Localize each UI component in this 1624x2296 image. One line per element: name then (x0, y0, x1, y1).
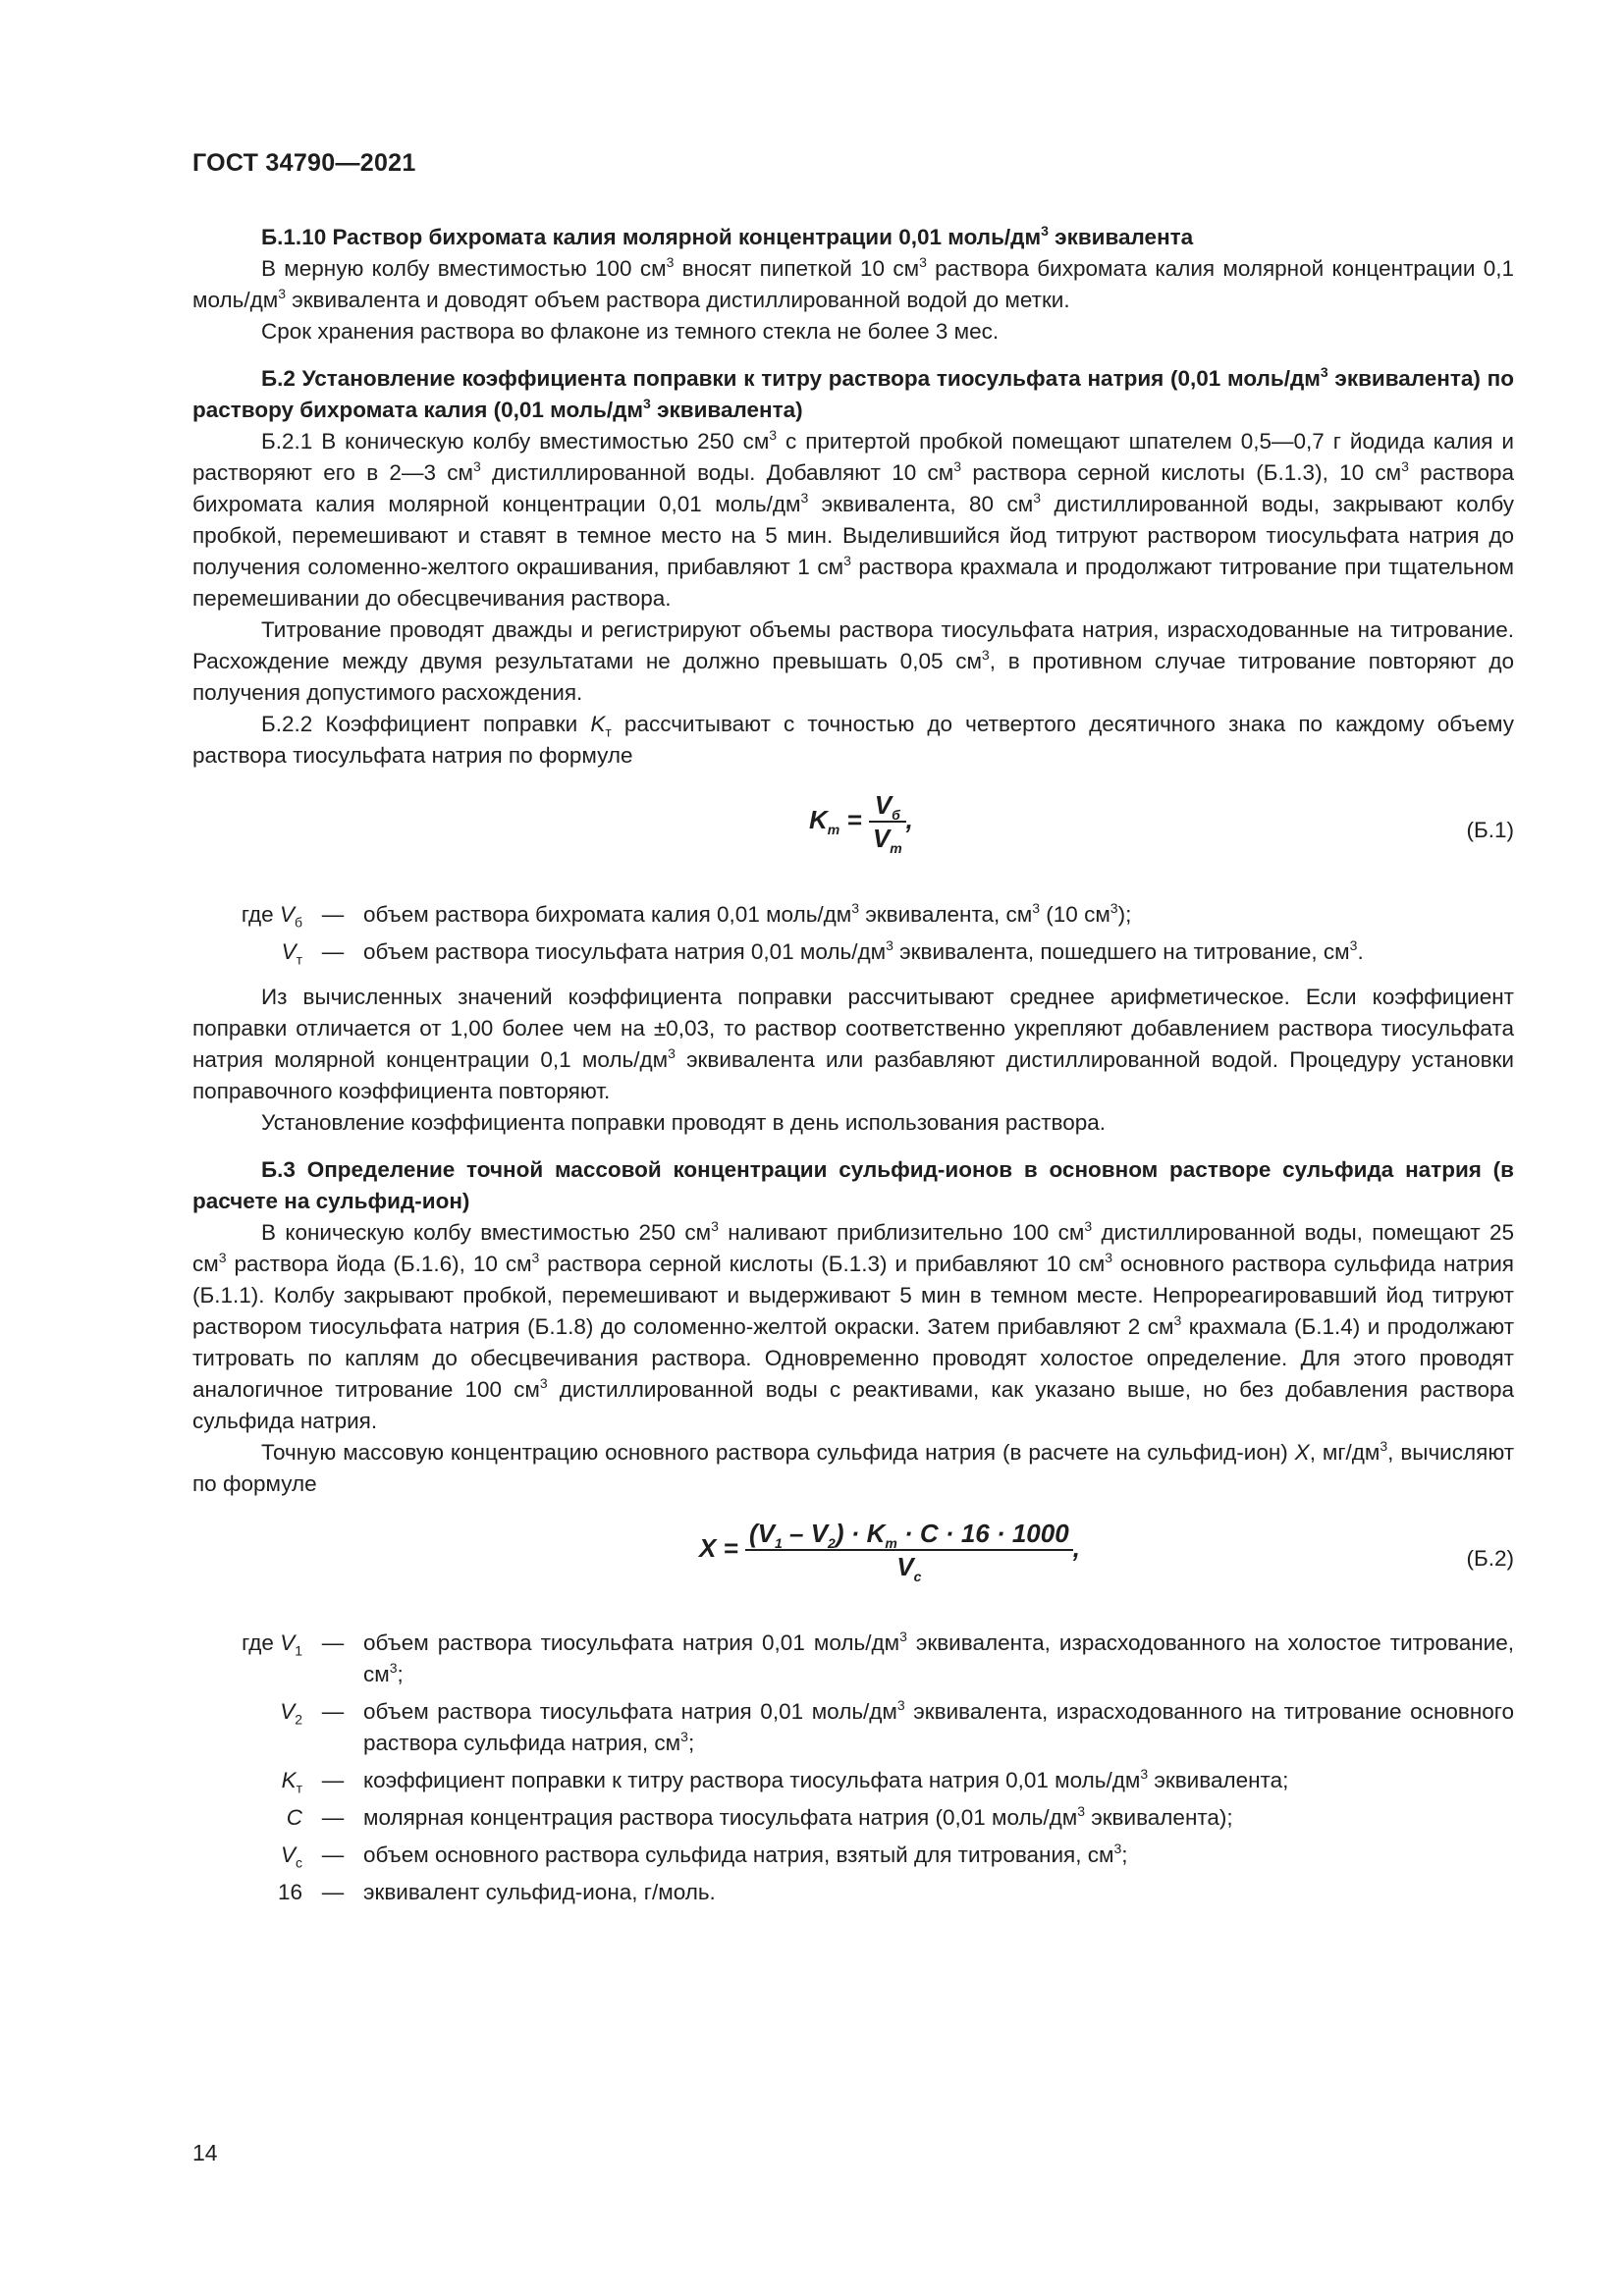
page-number: 14 (192, 2140, 218, 2165)
definition-row: $V_т$ — объем раствора тиосульфата натрия 0,01 моль/$дм^3$ эквивалента, пошедшего на титрование, $см^3$. (281, 936, 1364, 968)
paragraph-b22-day: Установление коэффициента поправки проводят в день использования раствора. (261, 1110, 1107, 1135)
paragraph-b110-2: Срок хранения раствора во флаконе из темного стекла не более 3 мес. (261, 319, 1000, 344)
heading-b110: Б.1.10 Раствор бихромата калия молярной концентрации 0,01 моль/$дм^3$ эквивалента (261, 222, 1194, 249)
paragraph-b110-1: В мерную колбу вместимостью 100 $см^3$ вносят пипеткой 10 $см^3$ раствора бихромата калия молярной концентрации 0,1 моль/$дм^3$ эквивалента и доводят объем раствора дистиллированной водой до метки. (192, 253, 1514, 312)
formula-b2-expression: X = $\frac{(V_1 - V_2) \cdot K_т \cdot C \cdot 16 \cdot 1000}{V_с}$ , (699, 1519, 1080, 1585)
definition-row: где $V_б$ — объем раствора бихромата калия 0,01 моль/$дм^3$ эквивалента, $см^3$ (10 $см^3$); (241, 899, 1132, 931)
heading-b3: Б.3 Определение точной массовой концентрации сульфид-ионов в основном растворе сульфида натрия (в расчете на сульфид-ион) (192, 1157, 1514, 1213)
formula-b2 (192, 1518, 1514, 1608)
definition-row: $K_т$ — коэффициент поправки к титру раствора тиосульфата натрия 0,01 моль/$дм^3$ эквивалента; (281, 1765, 1289, 1796)
definitions-b1 (192, 899, 1514, 968)
formula-b1-expression: $K_т$ = $\frac{V_б}{V_т}$ , (809, 790, 913, 857)
formula-b1-number: (Б.1) (1466, 818, 1514, 842)
paragraph-b21-titration: Титрование проводят дважды и регистрируют объемы раствора тиосульфата натрия, израсходованные на титрование. Расхождение между двумя результатами не должно превышать 0,05 $см^3$, в противном случае титрование повторяют до получения допустимого расхождения. (192, 617, 1514, 705)
paragraph-b22: Б.2.2 Коэффициент поправки $K_т$ рассчитывают с точностью до четвертого десятичного знака по каждому объему раствора тиосульфата натрия по формуле (192, 712, 1514, 768)
definition-row: $V_2$ — объем раствора тиосульфата натрия 0,01 моль/$дм^3$ эквивалента, израсходованного на титрование основного раствора сульфида натрия, $см^3$; (280, 1696, 1514, 1755)
definition-row: C — молярная концентрация раствора тиосульфата натрия (0,01 моль/$дм^3$ эквивалента); (286, 1802, 1233, 1830)
definition-row: где $V_1$ — объем раствора тиосульфата натрия 0,01 моль/$дм^3$ эквивалента, израсходованного на холостое титрование, $см^3$; (242, 1628, 1514, 1686)
formula-b2-fraction: $\frac{(V_1 - V_2) \cdot K_т \cdot C \cdot 16 \cdot 1000}{V_с}$ (745, 1518, 1073, 1582)
formula-b1-fraction: $\frac{V_б}{V_т}$ (869, 789, 906, 854)
definition-row: 16 — эквивалент сульфид-иона, г/моль. (277, 1880, 716, 1904)
paragraph-b3-2: Точную массовую концентрацию основного раствора сульфида натрия (в расчете на сульфид-ион) X, $мг/дм^3$, вычисляют по формуле (192, 1437, 1514, 1496)
heading-b2: Б.2 Установление коэффициента поправки к титру раствора тиосульфата натрия (0,01 моль/$дм^3$ эквивалента) по раствору бихромата калия (0,01 моль/$дм^3$ эквивалента) (192, 363, 1514, 422)
document-body (192, 222, 1514, 1922)
paragraph-b21: Б.2.1 В коническую колбу вместимостью 250 $см^3$ с притертой пробкой помещают шпателем 0,5—0,7 г йодида калия и растворяют его в 2—3 $см^3$ дистиллированной воды. Добавляют 10 $см^3$ раствора серной кислоты (Б.1.3), 10 $см^3$ раствора бихромата калия молярной концентрации 0,01 моль/$дм^3$ эквивалента, 80 $см^3$ дистиллированной воды, закрывают колбу пробкой, перемешивают и ставят в темное место на 5 мин. Выделившийся йод титруют раствором тиосульфата натрия до получения соломенно-желтого окрашивания, прибавляют 1 $см^3$ раствора крахмала и продолжают титрование при тщательном перемешивании до обесцвечивания раствора. (192, 426, 1514, 611)
formula-b1 (192, 789, 1514, 880)
paragraph-b22-average: Из вычисленных значений коэффициента поправки рассчитывают среднее арифметическое. Если коэффициент поправки отличается от 1,00 более чем на ±0,03, то раствор соответственно укрепляют добавлением раствора тиосульфата натрия молярной концентрации 0,1 моль/$дм^3$ эквивалента или разбавляют дистиллированной водой. Процедуру установки поправочного коэффициента повторяют. (192, 985, 1514, 1103)
definitions-b2 (192, 1628, 1514, 1908)
formula-b2-number: (Б.2) (1466, 1546, 1514, 1571)
paragraph-b3-1: В коническую колбу вместимостью 250 $см^3$ наливают приблизительно 100 $см^3$ дистиллированной воды, помещают 25 $см^3$ раствора йода (Б.1.6), 10 $см^3$ раствора серной кислоты (Б.1.3) и прибавляют 10 $см^3$ основного раствора сульфида натрия (Б.1.1). Колбу закрывают пробкой, перемешивают и выдерживают 5 мин в темном месте. Непрореагировавший йод титруют раствором тиосульфата натрия (Б.1.8) до соломенно-желтой окраски. Затем прибавляют 2 $см^3$ крахмала (Б.1.4) и продолжают титровать по каплям до обесцвечивания раствора. Одновременно проводят холостое определение. Для этого проводят аналогичное титрование 100 $см^3$ дистиллированной воды с реактивами, как указано выше, но без добавления раствора сульфида натрия. (192, 1217, 1514, 1433)
definition-row: $V_с$ — объем основного раствора сульфида натрия, взятый для титрования, $см^3$; (280, 1840, 1128, 1871)
document-header: ГОСТ 34790—2021 (192, 149, 416, 177)
